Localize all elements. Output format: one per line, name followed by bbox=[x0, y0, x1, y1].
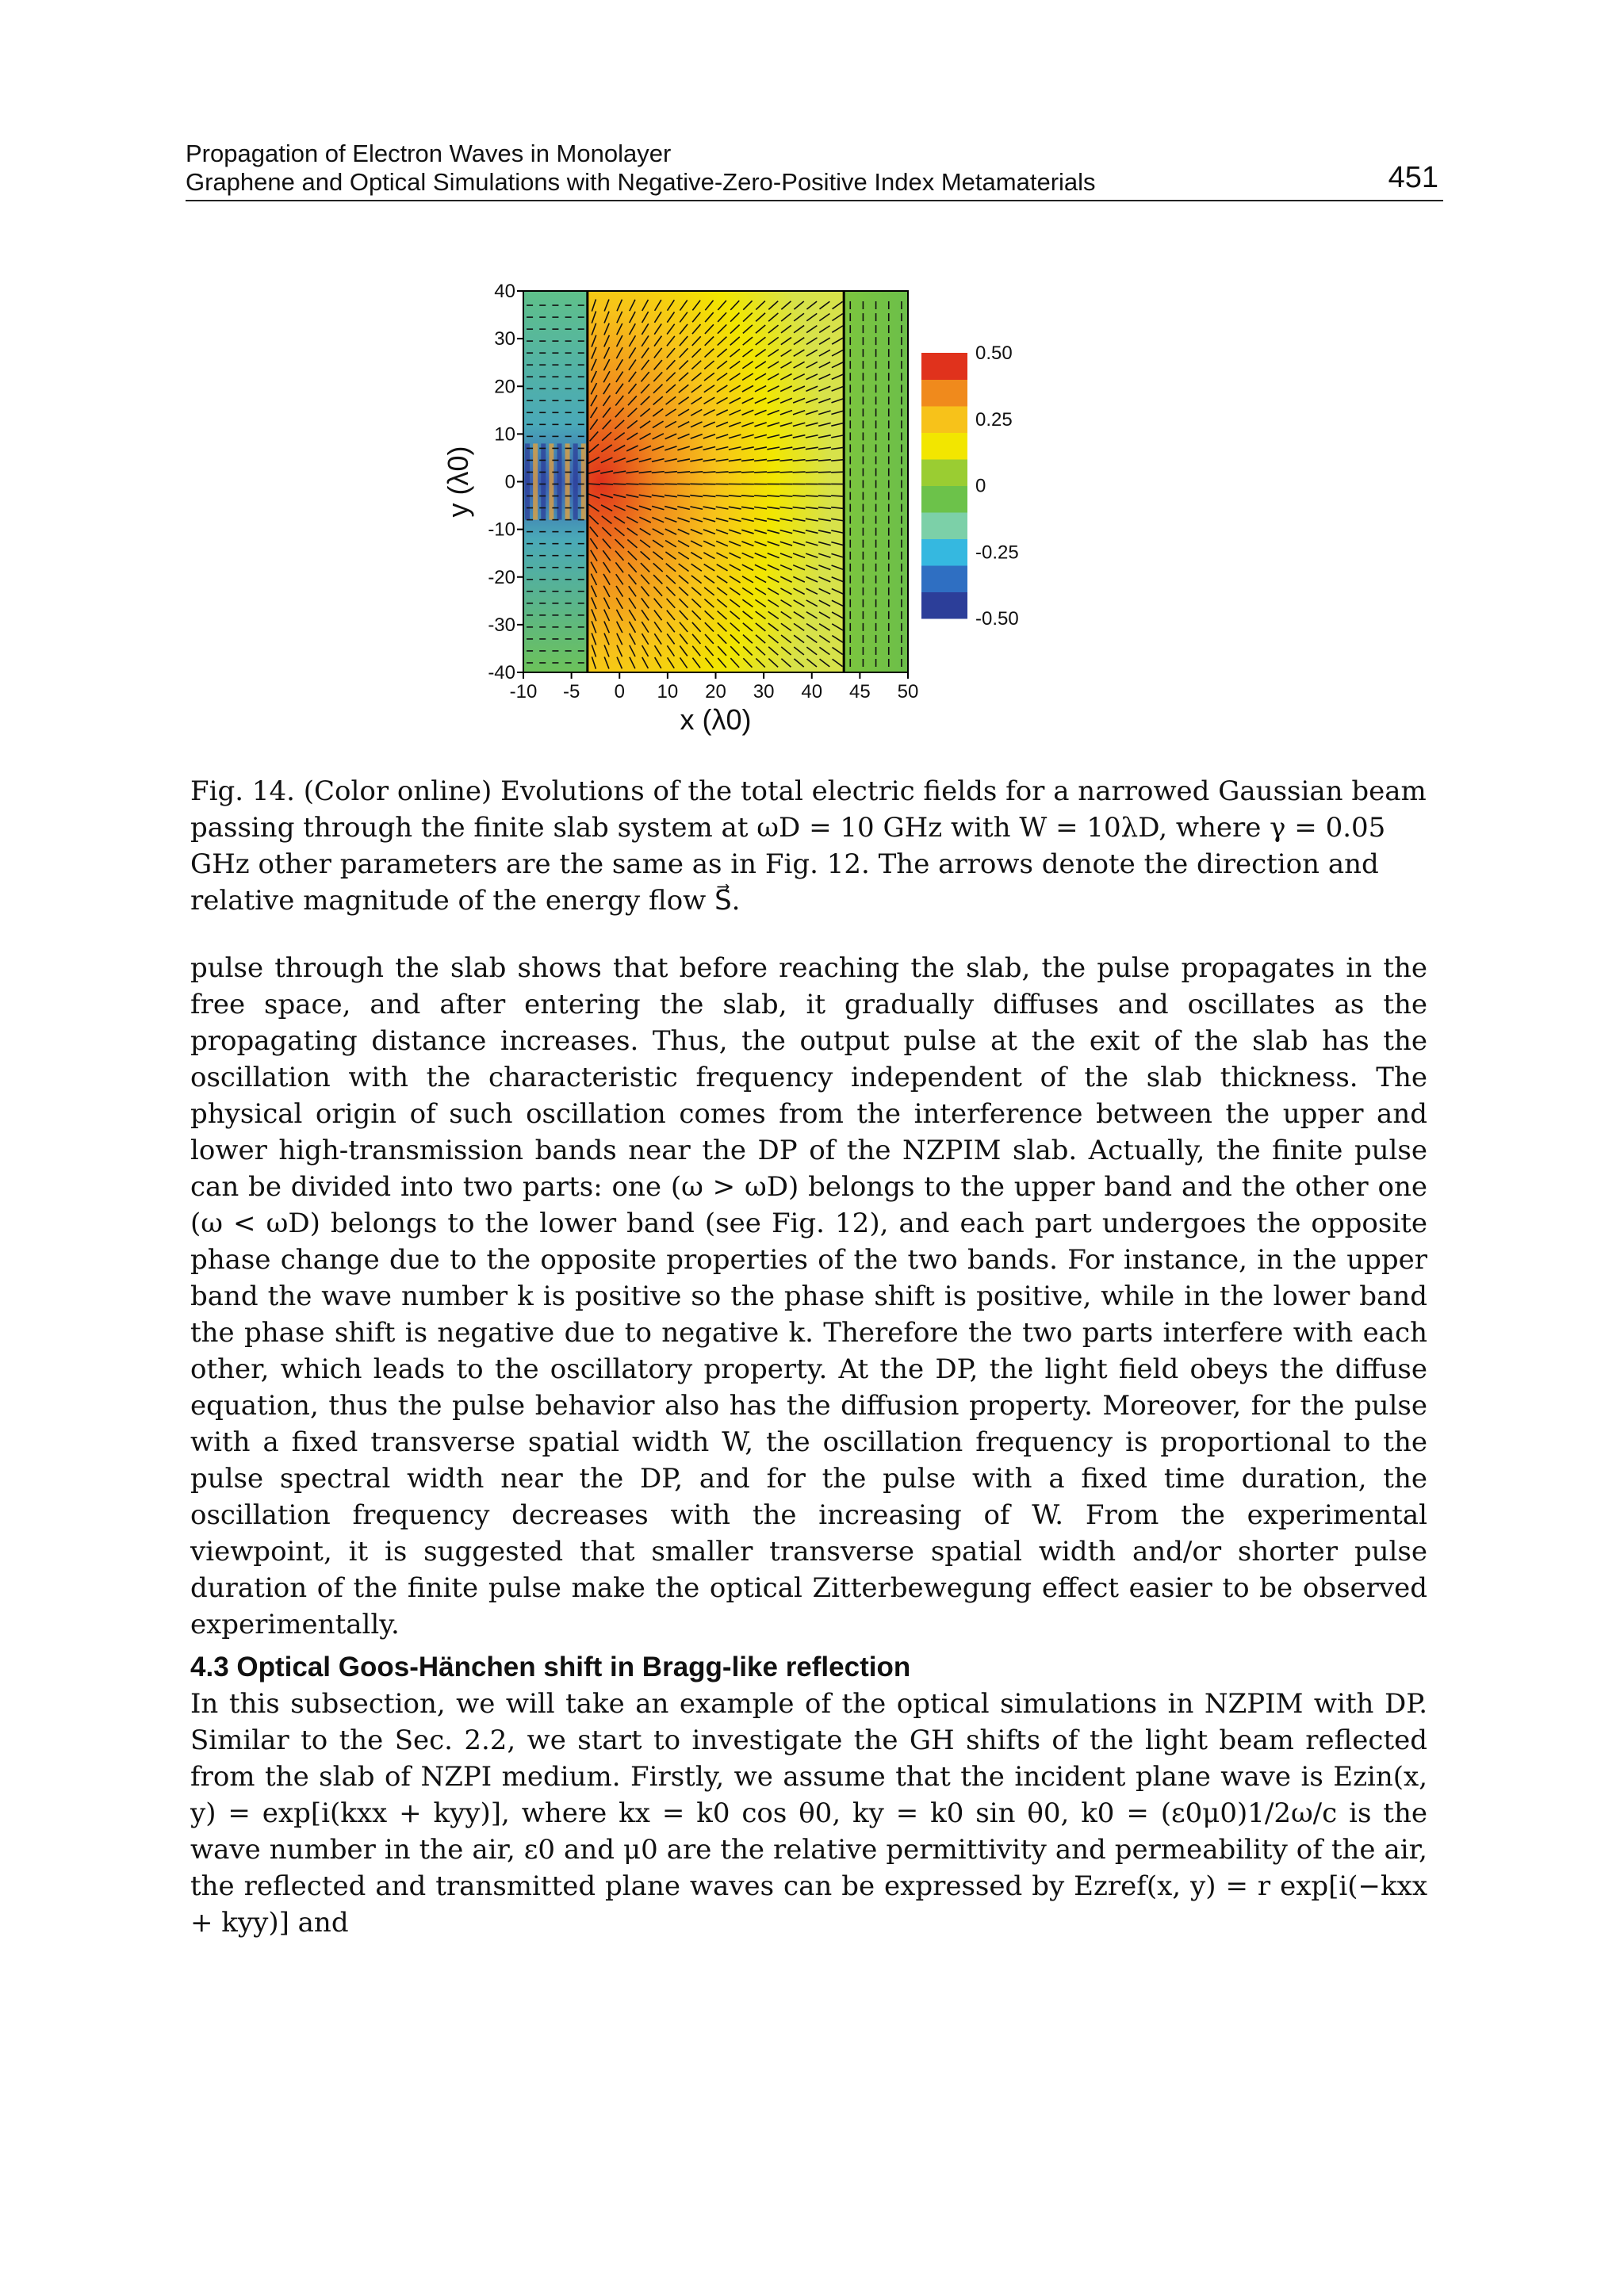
x-tick-label: 40 bbox=[801, 681, 823, 702]
paragraph: In this subsection, we will take an example of the optical simulations in NZPIM with DP. Similar to the Sec. 2.2, we start to investigate the GH shifts of the light beam reflected from the slab of NZPI medium. Firstly, we assume that the incident plane wave is Ezin(x, y) = exp[i(kxx + kyy)], where kx = k0 cos θ0, ky = k0 sin θ0, k0 = (ε0μ0)1/2ω/c is the wave number in the air, ε0 and μ0 are the relative permittivity and permeability of the air, the reflected and transmitted plane waves can be expressed by Ezref(x, y) = r exp[i(−kxx + kyy)] and bbox=[190, 1688, 1427, 1939]
energy-flow-arrow bbox=[716, 472, 729, 473]
oscillation-stripe bbox=[573, 443, 578, 519]
x-tick-label: 30 bbox=[753, 681, 775, 702]
colorbar-segment bbox=[921, 565, 967, 592]
body-text bbox=[190, 950, 1427, 1643]
colorbar-tick-label: 0.50 bbox=[975, 343, 1013, 364]
colorbar-segment bbox=[921, 486, 967, 513]
colorbar-tick-label: -0.50 bbox=[975, 608, 1019, 630]
y-tick-label: -30 bbox=[488, 614, 515, 636]
header-title-line-2: Graphene and Optical Simulations with Negative-Zero-Positive Index Metamaterials bbox=[186, 168, 1096, 196]
energy-flow-arrow bbox=[779, 472, 792, 473]
energy-flow-arrow bbox=[767, 472, 779, 473]
y-tick-label: -20 bbox=[488, 566, 515, 588]
y-tick-label: 10 bbox=[494, 423, 515, 446]
y-tick-label: -40 bbox=[488, 662, 515, 683]
x-axis-label: x (λ0) bbox=[680, 703, 752, 736]
x-tick-label: 45 bbox=[849, 681, 871, 702]
header-rule bbox=[186, 200, 1443, 201]
y-tick-label: 40 bbox=[494, 281, 515, 302]
colorbar-segment bbox=[921, 433, 967, 460]
oscillation-stripe bbox=[533, 443, 538, 519]
y-tick-label: 20 bbox=[494, 376, 515, 398]
energy-flow-arrow bbox=[741, 472, 754, 473]
running-header bbox=[186, 140, 1443, 197]
caption-text: (Color online) Evolutions of the total electric fields for a narrowed Gaussian beam passing through the finite slab system at ωD = 10 GHz with W = 10λD, where γ = 0.05 GHz other parameters are the same as in Fig. 12. The arrows denote the direction and relative magnitude of the energy flow S⃗. bbox=[190, 775, 1427, 917]
figure-14 bbox=[428, 270, 1189, 761]
x-tick-label: 20 bbox=[705, 681, 726, 702]
colorbar-tick-label: 0.25 bbox=[975, 408, 1013, 431]
y-tick-label: 30 bbox=[494, 328, 515, 350]
colorbar-segment bbox=[921, 512, 967, 539]
colorbar-segment bbox=[921, 353, 967, 380]
x-tick-label: 0 bbox=[614, 681, 625, 702]
region-slab bbox=[588, 291, 844, 672]
paragraph: pulse through the slab shows that before reaching the slab, the pulse propagates in the free space, and after entering the slab, it gradually diffuses and oscillates as the propagating distance increases. Thus, the output pulse at the exit of the slab has the oscillation with the characteristic frequency independent of the slab thickness. The physical origin of such oscillation comes from the interference between the upper and lower high-transmission bands near the DP of the NZPIM slab. Actually, the finite pulse can be divided into two parts: one (ω > ωD) belongs to the upper band and the other one (ω < ωD) belongs to the lower band (see Fig. 12), and each part undergoes the opposite phase change due to the opposite properties of the two bands. For instance, in the upper band the wave number k is positive so the phase shift is positive, while in the lower band the phase shift is negative due to negative k. Therefore the two parts interfere with each other, which leads to the oscillatory property. At the DP, the light field obeys the diffuse equation, thus the pulse behavior also has the diffusion property. Moreover, for the pulse with a fixed transverse spatial width W, the oscillation frequency is proportional to the pulse spectral width near the DP, and for the pulse with a fixed time duration, the oscillation frequency decreases with the increasing of W. From the experimental viewpoint, it is suggested that smaller transverse spatial width and/or shorter pulse duration of the finite pulse make the optical Zitterbewegung effect easier to be observed experimentally. bbox=[190, 952, 1427, 1640]
y-axis-label: y (λ0) bbox=[442, 446, 474, 518]
y-tick-label: 0 bbox=[504, 471, 515, 493]
header-title-line-1: Propagation of Electron Waves in Monolayer bbox=[186, 140, 672, 167]
energy-flow-arrow bbox=[818, 472, 831, 473]
energy-flow-arrow bbox=[793, 472, 806, 473]
energy-flow-arrow bbox=[754, 472, 767, 473]
energy-flow-arrow bbox=[806, 472, 818, 473]
caption-label: Fig. 14. bbox=[190, 775, 295, 807]
section-heading: 4.3 Optical Goos-Hänchen shift in Bragg-like reflection bbox=[190, 1652, 911, 1682]
colorbar-segment bbox=[921, 539, 967, 566]
colorbar-tick-label: 0 bbox=[975, 475, 986, 497]
energy-flow-arrow bbox=[831, 472, 844, 473]
colorbar-segment bbox=[921, 406, 967, 433]
colorbar-segment bbox=[921, 380, 967, 407]
y-tick-label: -10 bbox=[488, 519, 515, 541]
x-tick-label: -5 bbox=[562, 681, 580, 702]
page-number: 451 bbox=[1388, 161, 1438, 194]
colorbar-segment bbox=[921, 459, 967, 486]
energy-flow-arrow bbox=[729, 472, 741, 473]
colorbar-segment bbox=[921, 592, 967, 619]
figure-caption bbox=[190, 773, 1427, 919]
x-tick-label: -10 bbox=[509, 681, 538, 702]
x-tick-label: 50 bbox=[897, 681, 919, 702]
x-tick-label: 10 bbox=[657, 681, 679, 702]
colorbar-tick-label: -0.25 bbox=[975, 542, 1019, 564]
body-text-2 bbox=[190, 1686, 1427, 1941]
field-heatmap-chart bbox=[428, 270, 1189, 761]
